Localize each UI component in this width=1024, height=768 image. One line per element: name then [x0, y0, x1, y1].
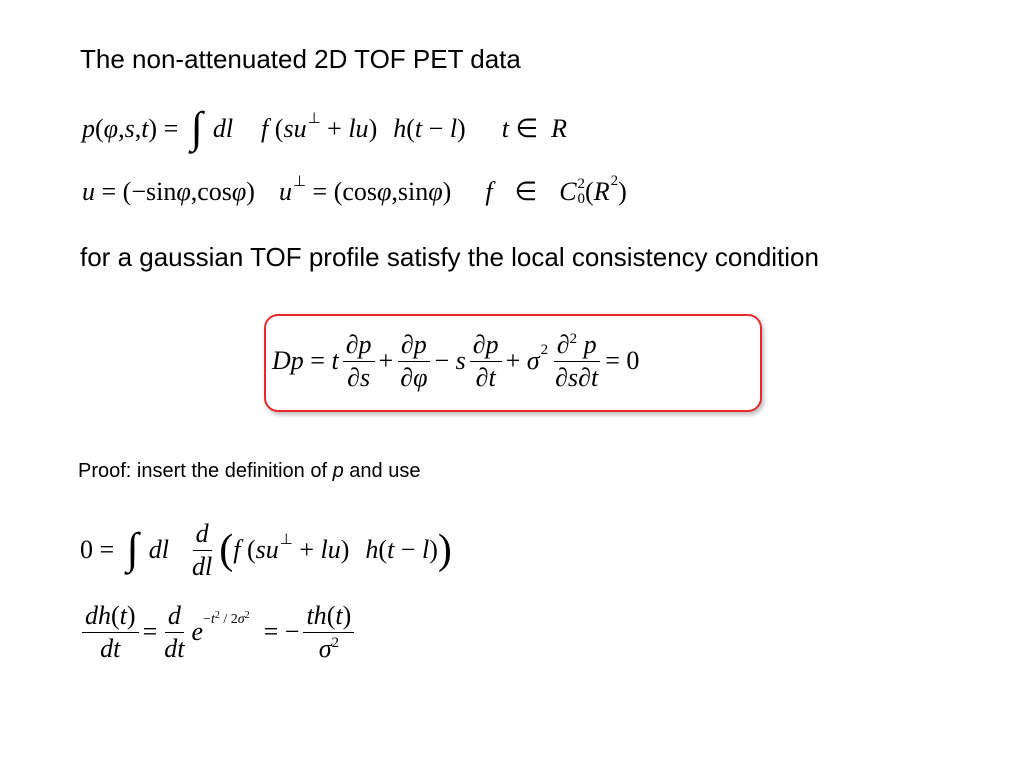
- gaussian-derivative-equation: $\frac{dh(t)}{dt}$ = $\frac{d}{dt}$ e $-t^2 / 2\sigma^2$ = − $\frac{th(t)}{\sigma^2}$: [78, 596, 358, 668]
- fraction-d2p-dsdt: $\frac{\partial^2 p}{\partial s\partial t}$: [555, 330, 599, 392]
- proof-integral-equation: 0 = ∫ dl $\frac{d}{dl}$ ( f ( su ⊥ + lu ) h ( t − l ) ): [80, 519, 452, 581]
- consistency-text: for a gaussian TOF profile satisfy the local consistency condition: [80, 242, 819, 272]
- fraction-dp-dt: $\frac{\partial p}{\partial t}$: [470, 331, 502, 391]
- vectors-equation: u = (−sin φ ,cos φ ) u ⊥ = (cos φ ,sin φ ) f ∈ C 2 0 ( R 2 ): [82, 172, 627, 207]
- consistency-equation: Dp = t $\frac{\partial p}{\partial s}$ + $\frac{\partial p}{\partial\varphi}$ − s $\frac{\partial p}{\partial t}$ + σ 2 $\frac{\partial^2 p}{\partial s\partial t}$ = 0: [272, 330, 640, 392]
- fraction-d-dl: $\frac{d}{dl}$: [191, 519, 213, 581]
- fraction-dp-ds: $\frac{\partial p}{\partial s}$: [343, 331, 375, 391]
- proof-text: Proof: insert the definition of p and use: [78, 460, 421, 482]
- slide-heading: The non-attenuated 2D TOF PET data: [80, 44, 521, 74]
- projection-equation: p ( φ , s , t ) = ∫ dl f ( su ⊥ + lu ) h ( t − l ) t ∈ R: [82, 102, 567, 152]
- fraction-d-dt: $\frac{d}{dt}$: [164, 601, 185, 663]
- fraction-dp-dphi: $\frac{\partial p}{\partial\varphi}$: [397, 331, 430, 391]
- fraction-dh-dt: $\frac{dh(t)}{dt}$: [82, 602, 139, 662]
- fraction-th-sigma2: $\frac{th(t)}{\sigma^2}$: [303, 602, 354, 662]
